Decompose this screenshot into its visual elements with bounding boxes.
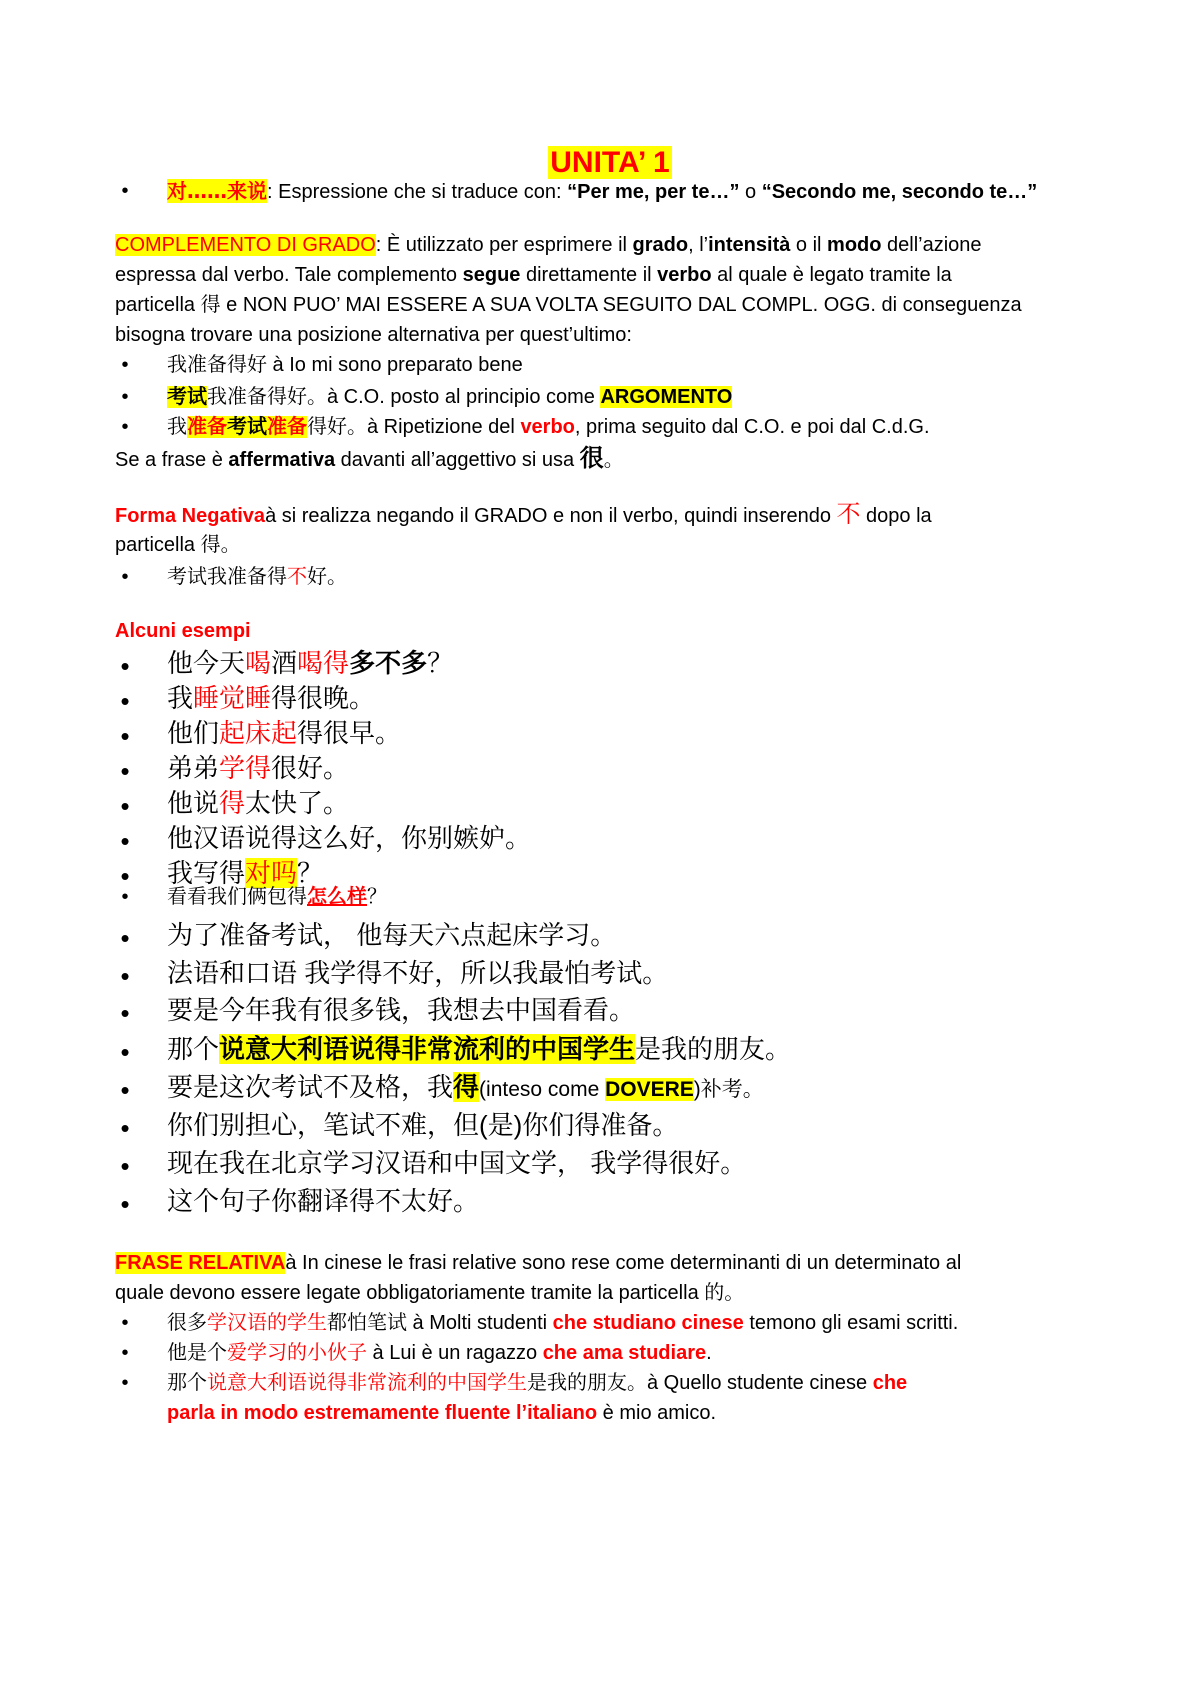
bullet: • bbox=[121, 1312, 129, 1334]
relativa-line-2: quale devono essere legate obbligatoriamente tramite la particella 的。 bbox=[115, 1282, 745, 1304]
bullet: • bbox=[120, 1075, 130, 1105]
grado-example-3: 我准备考试准备得好。à Ripetizione del verbo, prima seguito dal C.O. e poi dal C.d.G. bbox=[167, 416, 930, 438]
relativa-example-1: 很多学汉语的学生都怕笔试 à Molti studenti che studiano cinese temono gli esami scritti. bbox=[167, 1312, 959, 1334]
grado-paragraph-line-1: COMPLEMENTO DI GRADO: È utilizzato per esprimere il grado, l’intensità o il modo dell’azione bbox=[115, 234, 982, 256]
negativa-example: 考试我准备得不好。 bbox=[167, 566, 347, 588]
negativa-line-1: Forma Negativaà si realizza negando il GRADO e non il verbo, quindi inserendo 不 dopo la bbox=[115, 501, 932, 528]
negativa-line-2: particella 得。 bbox=[115, 534, 241, 556]
example-11: 要是今年我有很多钱，我想去中国看看。 bbox=[167, 995, 636, 1025]
bullet: • bbox=[120, 1037, 130, 1067]
bullet: • bbox=[120, 721, 130, 751]
grado-paragraph-line-2: espressa dal verbo. Tale complemento segue direttamente il verbo al quale è legato tramite la bbox=[115, 264, 952, 286]
bullet: • bbox=[120, 1113, 130, 1143]
bullet: • bbox=[121, 354, 129, 376]
bullet: • bbox=[121, 1372, 129, 1394]
bullet: • bbox=[120, 861, 130, 891]
grado-example-1: 我准备得好 à Io mi sono preparato bene bbox=[167, 354, 523, 376]
example-13: 要是这次考试不及格，我得(inteso come DOVERE)补考。 bbox=[167, 1072, 764, 1102]
bullet: • bbox=[121, 416, 129, 438]
bullet: • bbox=[120, 686, 130, 716]
bullet: • bbox=[121, 386, 129, 408]
bullet: • bbox=[120, 651, 130, 681]
example-4: 弟弟学得很好。 bbox=[167, 753, 350, 783]
grado-paragraph-line-4: bisogna trovare una posizione alternativa per quest’ultimo: bbox=[115, 324, 632, 346]
example-3: 他们起床起得很早。 bbox=[167, 718, 402, 748]
bullet: • bbox=[120, 756, 130, 786]
relativa-example-2: 他是个爱学习的小伙子 à Lui è un ragazzo che ama studiare. bbox=[167, 1342, 712, 1364]
example-8: 看看我们俩包得怎么样？ bbox=[167, 886, 387, 908]
intro-line: 对……来说: Espressione che si traduce con: “Per me, per te…” o “Secondo me, secondo te…” bbox=[167, 179, 1038, 203]
bullet: • bbox=[121, 886, 129, 908]
bullet: • bbox=[120, 923, 130, 953]
affermativa-line: Se a frase è affermativa davanti all’aggettivo si usa 很。 bbox=[115, 445, 624, 472]
example-10: 法语和口语 我学得不好，所以我最怕考试。 bbox=[167, 958, 669, 988]
example-16: 这个句子你翻译得不太好。 bbox=[167, 1186, 480, 1216]
example-12: 那个说意大利语说得非常流利的中国学生是我的朋友。 bbox=[167, 1034, 792, 1064]
bullet: • bbox=[121, 566, 129, 588]
example-7: 我写得对吗？ bbox=[167, 858, 324, 888]
relativa-example-3: 那个说意大利语说得非常流利的中国学生是我的朋友。à Quello studente cinese che bbox=[167, 1372, 908, 1394]
bullet: • bbox=[120, 961, 130, 991]
relativa-example-3-continued: parla in modo estremamente fluente l’italiano è mio amico. bbox=[167, 1402, 717, 1424]
example-15: 现在我在北京学习汉语和中国文学， 我学得很好。 bbox=[167, 1148, 747, 1178]
bullet: • bbox=[120, 1151, 130, 1181]
bullet: • bbox=[120, 1189, 130, 1219]
example-9: 为了准备考试， 他每天六点起床学习。 bbox=[167, 920, 617, 950]
bullet: • bbox=[120, 826, 130, 856]
esempi-heading: Alcuni esempi bbox=[115, 620, 251, 642]
grado-example-2: 考试我准备得好。à C.O. posto al principio come ARGOMENTO bbox=[167, 386, 733, 408]
grado-paragraph-line-3: particella 得 e NON PUO’ MAI ESSERE A SUA VOLTA SEGUITO DAL COMPL. OGG. di conseguenza bbox=[115, 294, 1022, 316]
example-6: 他汉语说得这么好，你别嫉妒。 bbox=[167, 823, 532, 853]
relativa-line-1: FRASE RELATIVAà In cinese le frasi relative sono rese come determinanti di un determinato al bbox=[115, 1252, 962, 1274]
bullet: • bbox=[121, 180, 129, 202]
bullet: • bbox=[120, 791, 130, 821]
page-title: UNITA’ 1 bbox=[550, 146, 670, 179]
bullet: • bbox=[120, 998, 130, 1028]
example-1: 他今天喝酒喝得多不多？ bbox=[167, 648, 454, 678]
bullet: • bbox=[121, 1342, 129, 1364]
example-5: 他说得太快了。 bbox=[167, 788, 350, 818]
example-14: 你们别担心，笔试不难，但(是)你们得准备。 bbox=[167, 1110, 679, 1140]
example-2: 我睡觉睡得很晚。 bbox=[167, 683, 376, 713]
